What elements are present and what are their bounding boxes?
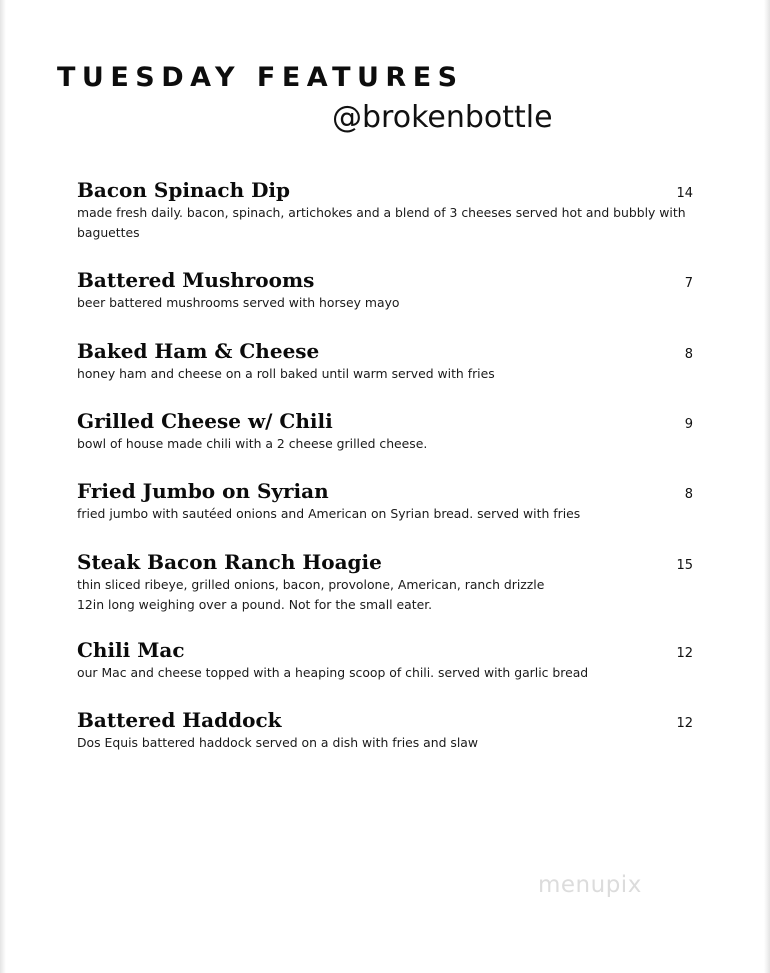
menu-item-name: Baked Ham & Cheese <box>77 339 320 363</box>
page-title: TUESDAY FEATURES <box>57 62 464 93</box>
menu-item-description <box>77 364 677 384</box>
menu-item-price: 8 <box>684 487 693 502</box>
menu-item-description-line: honey ham and cheese on a roll baked until warm served with fries <box>77 366 495 381</box>
watermark-logo: menupix <box>538 872 642 898</box>
menu-item-price: 14 <box>676 186 693 201</box>
page-edge-right <box>764 0 770 973</box>
menu-item-description <box>77 293 677 313</box>
menu-item-name: Bacon Spinach Dip <box>77 178 291 202</box>
menu-item-description-line: thin sliced ribeye, grilled onions, bacon, provolone, American, ranch drizzle <box>77 577 545 592</box>
menu-item-price: 12 <box>676 646 693 661</box>
menu-item-grilled-cheese-chili <box>77 409 697 454</box>
menu-item-description <box>77 575 677 615</box>
menu-item-description <box>77 663 677 683</box>
menu-item-description <box>77 434 677 454</box>
menu-item-description <box>77 733 677 753</box>
menu-item-description-line: made fresh daily. bacon, spinach, artichokes and a blend of 3 cheeses served hot and bubbly with <box>77 205 686 220</box>
menu-item-name: Grilled Cheese w/ Chili <box>77 409 333 433</box>
menu-item-description-line: 12in long weighing over a pound. Not for the small eater. <box>77 597 433 612</box>
menu-item-name: Fried Jumbo on Syrian <box>77 479 329 503</box>
menu-item-description-line: our Mac and cheese topped with a heaping scoop of chili. served with garlic bread <box>77 665 589 680</box>
menu-item-price: 8 <box>684 347 693 362</box>
menu-item-battered-haddock <box>77 708 697 753</box>
menu-item-name: Chili Mac <box>77 638 185 662</box>
menu-item-description-line: beer battered mushrooms served with horsey mayo <box>77 295 400 310</box>
menu-item-price: 7 <box>684 276 693 291</box>
menu-item-name: Battered Mushrooms <box>77 268 315 292</box>
menu-item-name: Battered Haddock <box>77 708 282 732</box>
menu-item-steak-bacon-ranch-hoagie <box>77 550 697 615</box>
menu-item-chili-mac <box>77 638 697 683</box>
page-edge-left <box>0 0 6 973</box>
menu-item-baked-ham-cheese <box>77 339 697 384</box>
menu-item-bacon-spinach-dip <box>77 178 697 243</box>
menu-item-battered-mushrooms <box>77 268 697 313</box>
menu-item-fried-jumbo-syrian <box>77 479 697 524</box>
menu-item-description <box>77 504 677 524</box>
menu-item-description-line: bowl of house made chili with a 2 cheese grilled cheese. <box>77 436 428 451</box>
menu-item-description-line: fried jumbo with sautéed onions and American on Syrian bread. served with fries <box>77 506 581 521</box>
menu-item-description-line: Dos Equis battered haddock served on a dish with fries and slaw <box>77 735 479 750</box>
menu-item-price: 15 <box>676 558 693 573</box>
menu-item-name: Steak Bacon Ranch Hoagie <box>77 550 382 574</box>
social-handle: @brokenbottle <box>332 100 553 135</box>
menu-item-description <box>77 203 686 243</box>
menu-item-price: 9 <box>684 417 693 432</box>
menu-item-description-line: baguettes <box>77 225 140 240</box>
menu-item-price: 12 <box>676 716 693 731</box>
